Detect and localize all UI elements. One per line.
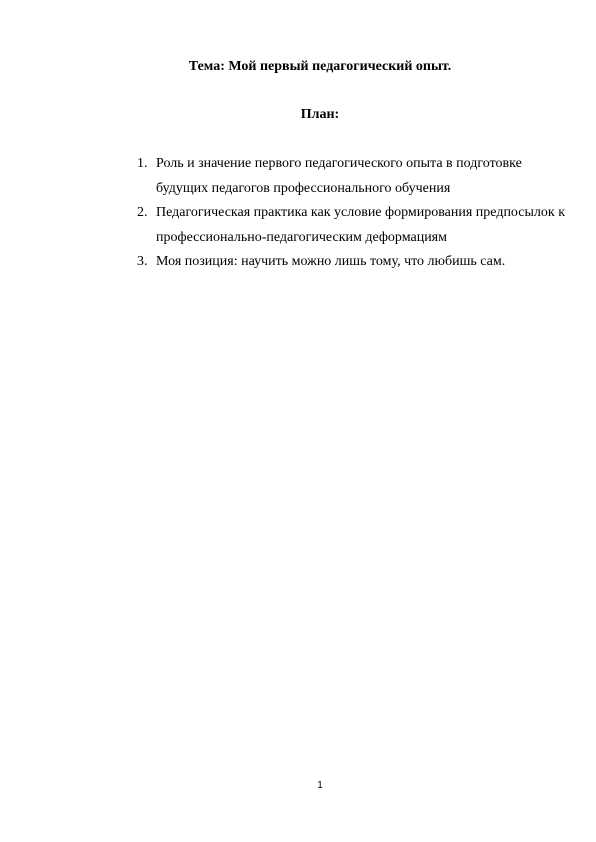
plan-item-number: 3. bbox=[137, 254, 148, 269]
plan-list bbox=[137, 152, 577, 275]
document-title: Тема: Мой первый педагогический опыт. bbox=[188, 59, 452, 74]
plan-item-text: Педагогическая практика как условие формирования предпосылок к профессионально-педагогическим деформациям bbox=[156, 205, 565, 245]
plan-heading: План: bbox=[300, 107, 340, 122]
plan-item-text: Моя позиция: научить можно лишь тому, что любишь сам. bbox=[156, 254, 506, 269]
plan-item-number: 1. bbox=[137, 156, 148, 171]
plan-item-number: 2. bbox=[137, 205, 148, 220]
plan-item bbox=[137, 152, 577, 201]
plan-item-text: Роль и значение первого педагогического опыта в подготовке будущих педагогов профессионального обучения bbox=[156, 156, 522, 196]
plan-item bbox=[137, 250, 577, 275]
page-number: 1 bbox=[317, 780, 323, 791]
plan-item bbox=[137, 201, 577, 250]
